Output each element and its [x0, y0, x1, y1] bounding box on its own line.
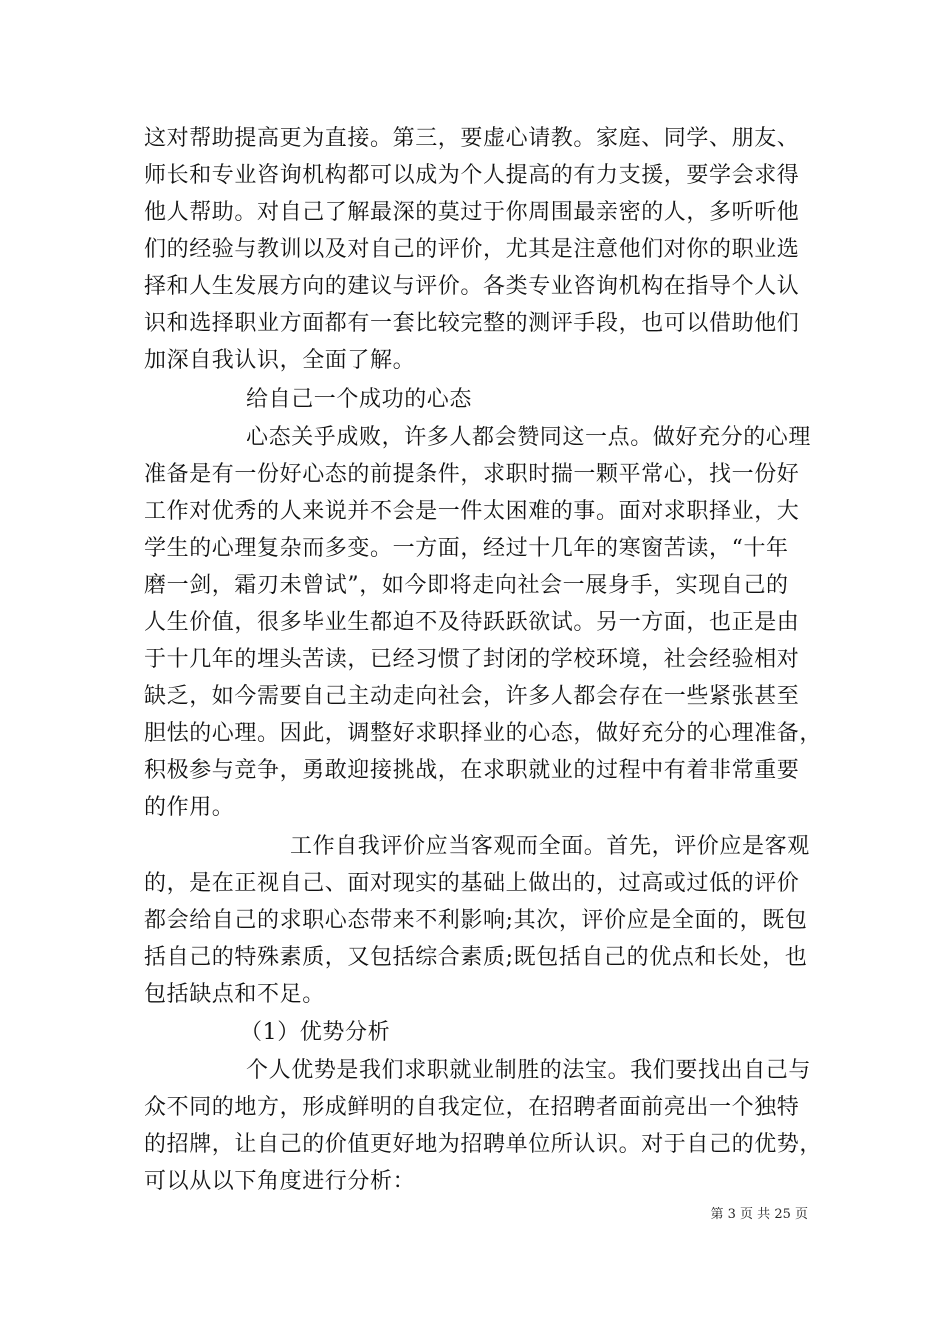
- paragraph-line: 心态关乎成败，许多人都会赞同这一点。做好充分的心理: [246, 425, 812, 450]
- paragraph-line: 积极参与竞争，勇敢迎接挑战，在求职就业的过程中有着非常重要: [144, 758, 800, 783]
- section-heading: 给自己一个成功的心态: [246, 387, 473, 412]
- paragraph-line: 的招牌，让自己的价值更好地为招聘单位所认识。对于自己的优势，: [144, 1132, 823, 1157]
- paragraph-line: 们的经验与教训以及对自己的评价，尤其是注意他们对你的职业选: [144, 237, 800, 262]
- paragraph-line: 缺乏，如今需要自己主动走向社会，许多人都会存在一些紧张甚至: [144, 684, 800, 709]
- paragraph-line: 包括缺点和不足。: [144, 982, 325, 1007]
- page-number: 第 3 页 共 25 页: [710, 1207, 808, 1222]
- paragraph-line: 择和人生发展方向的建议与评价。各类专业咨询机构在指导个人认: [144, 274, 800, 299]
- paragraph-line: 识和选择职业方面都有一套比较完整的测评手段，也可以借助他们: [144, 311, 800, 336]
- section-heading: （1）优势分析: [240, 1020, 391, 1045]
- paragraph-line: 众不同的地方，形成鲜明的自我定位，在招聘者面前亮出一个独特: [144, 1095, 800, 1120]
- paragraph-line: 工作自我评价应当客观而全面。首先，评价应是客观: [290, 834, 810, 859]
- paragraph-line: 这对帮助提高更为直接。第三，要虚心请教。家庭、同学、朋友、: [144, 126, 800, 151]
- paragraph-line: 括自己的特殊素质，又包括综合素质;既包括自己的优点和长处，也: [144, 945, 808, 970]
- paragraph-line: 胆怯的心理。因此，调整好求职择业的心态，做好充分的心理准备，: [144, 721, 823, 746]
- paragraph-line: 都会给自己的求职心态带来不利影响;其次，评价应是全面的，既包: [144, 908, 808, 933]
- paragraph-line: 于十几年的埋头苦读，已经习惯了封闭的学校环境，社会经验相对: [144, 647, 800, 672]
- paragraph-line: 准备是有一份好心态的前提条件，求职时揣一颗平常心，找一份好: [144, 462, 800, 487]
- paragraph-line: 加深自我认识，全面了解。: [144, 348, 416, 373]
- paragraph-line: 工作对优秀的人来说并不会是一件太困难的事。面对求职择业，大: [144, 499, 800, 524]
- paragraph-line: 他人帮助。对自己了解最深的莫过于你周围最亲密的人，多听听他: [144, 200, 800, 225]
- paragraph-line: 个人优势是我们求职就业制胜的法宝。我们要找出自己与: [246, 1058, 812, 1083]
- paragraph-line: 的，是在正视自己、面对现实的基础上做出的，过高或过低的评价: [144, 871, 800, 896]
- paragraph-line: 磨一剑，霜刃未曾试”，如今即将走向社会一展身手，实现自己的: [144, 573, 789, 598]
- paragraph-line: 人生价值，很多毕业生都迫不及待跃跃欲试。另一方面，也正是由: [144, 610, 800, 635]
- paragraph-line: 学生的心理复杂而多变。一方面，经过十几年的寒窗苦读，“十年: [144, 536, 789, 561]
- paragraph-line: 的作用。: [144, 795, 235, 820]
- paragraph-line: 可以从以下角度进行分析：: [144, 1169, 416, 1194]
- paragraph-line: 师长和专业咨询机构都可以成为个人提高的有力支援，要学会求得: [144, 163, 800, 188]
